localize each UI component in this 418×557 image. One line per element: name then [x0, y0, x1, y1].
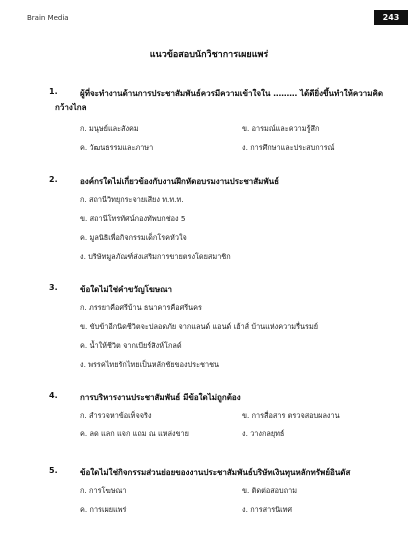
question-number: 3. — [49, 283, 58, 292]
question-2 — [0, 175, 418, 261]
option-b: ข. ขับข้าอีกนิดชีวิตจะปลอดภัย จากแลนด์ แอนด์ เฮ้าส์ บ้านแห่งความรื่นรมย์ — [80, 322, 319, 331]
question-text: ข้อใดไม่ใช่คำขวัญโฆษณา — [80, 285, 173, 294]
question-text-continuation: กว้างไกล — [55, 103, 87, 112]
question-text: องค์กรใดไม่เกี่ยวข้องกับงานฝึกหัดอบรมงานประชาสัมพันธ์ — [80, 177, 280, 186]
option-a: ก. การโฆษณา — [80, 486, 127, 495]
question-number: 2. — [49, 175, 58, 184]
option-a: ก. สถานีวิทยุกระจายเสียง ท.ท.ท. — [80, 195, 184, 204]
question-text: การบริหารงานประชาสัมพันธ์ มีข้อใดไม่ถูกต้อง — [80, 393, 241, 402]
option-c: ค. มูลนิธิเพื่อกิจกรรมเด็กโรคหัวใจ — [80, 233, 187, 242]
option-b: ข. อารมณ์และความรู้สึก — [242, 124, 320, 133]
option-d: ง. การศึกษาและประสบการณ์ — [242, 143, 335, 152]
page-number-badge: 243 — [374, 10, 408, 25]
option-c: ค. ลด แลก แจก แถม ณ แหล่งขาย — [80, 429, 189, 438]
option-c: ค. การเผยแพร่ — [80, 505, 127, 514]
option-a: ก. มนุษย์และสังคม — [80, 124, 139, 133]
option-d: ง. วางกลยุทธ์ — [242, 429, 285, 438]
option-c: ค. วัฒนธรรมและภาษา — [80, 143, 154, 152]
option-a: ก. ภรรยาคือศรีบ้าน ธนาคารคือศรีนคร — [80, 303, 202, 312]
option-d: ง. การสารนิเทศ — [242, 505, 293, 514]
page-title: แนวข้อสอบนักวิชาการเผยแพร่ — [149, 50, 269, 60]
question-3 — [0, 283, 418, 369]
question-5 — [0, 466, 418, 514]
option-c: ค. น้ำให้ชีวิต จากเบียร์สิงห์โกลด์ — [80, 341, 182, 350]
question-text: ข้อใดไม่ใช่กิจกรรมส่วนย่อยของงานประชาสัมพันธ์บริษัทเงินทุนหลักทรัพย์อินดัส — [80, 468, 351, 477]
question-4 — [0, 391, 418, 438]
question-number: 1. — [49, 87, 58, 96]
question-number: 4. — [49, 391, 58, 400]
publisher-name: Brain Media — [27, 14, 69, 22]
option-b: ข. การสื่อสาร ตรวจสอบผลงาน — [242, 411, 340, 420]
option-d: ง. พรรคไทยรักไทยเป็นหลักชัยของประชาชน — [80, 360, 220, 369]
option-d: ง. บริษัทมูลภัณฑ์ส่งเสริมการขายตรงโดยสมาชิก — [80, 252, 231, 261]
option-a: ก. สำรวจหาข้อเท็จจริง — [80, 411, 152, 420]
option-b: ข. ติดต่อสอบถาม — [242, 486, 298, 495]
question-1 — [0, 87, 418, 152]
question-number: 5. — [49, 466, 58, 475]
option-b: ข. สถานีโทรทัศน์กองทัพบกช่อง 5 — [80, 214, 186, 223]
question-text: ผู้ที่จะทำงานด้านการประชาสัมพันธ์ควรมีความเข้าใจใน ……… ได้ดียิ่งขึ้นทำให้ความคิด — [80, 89, 384, 98]
